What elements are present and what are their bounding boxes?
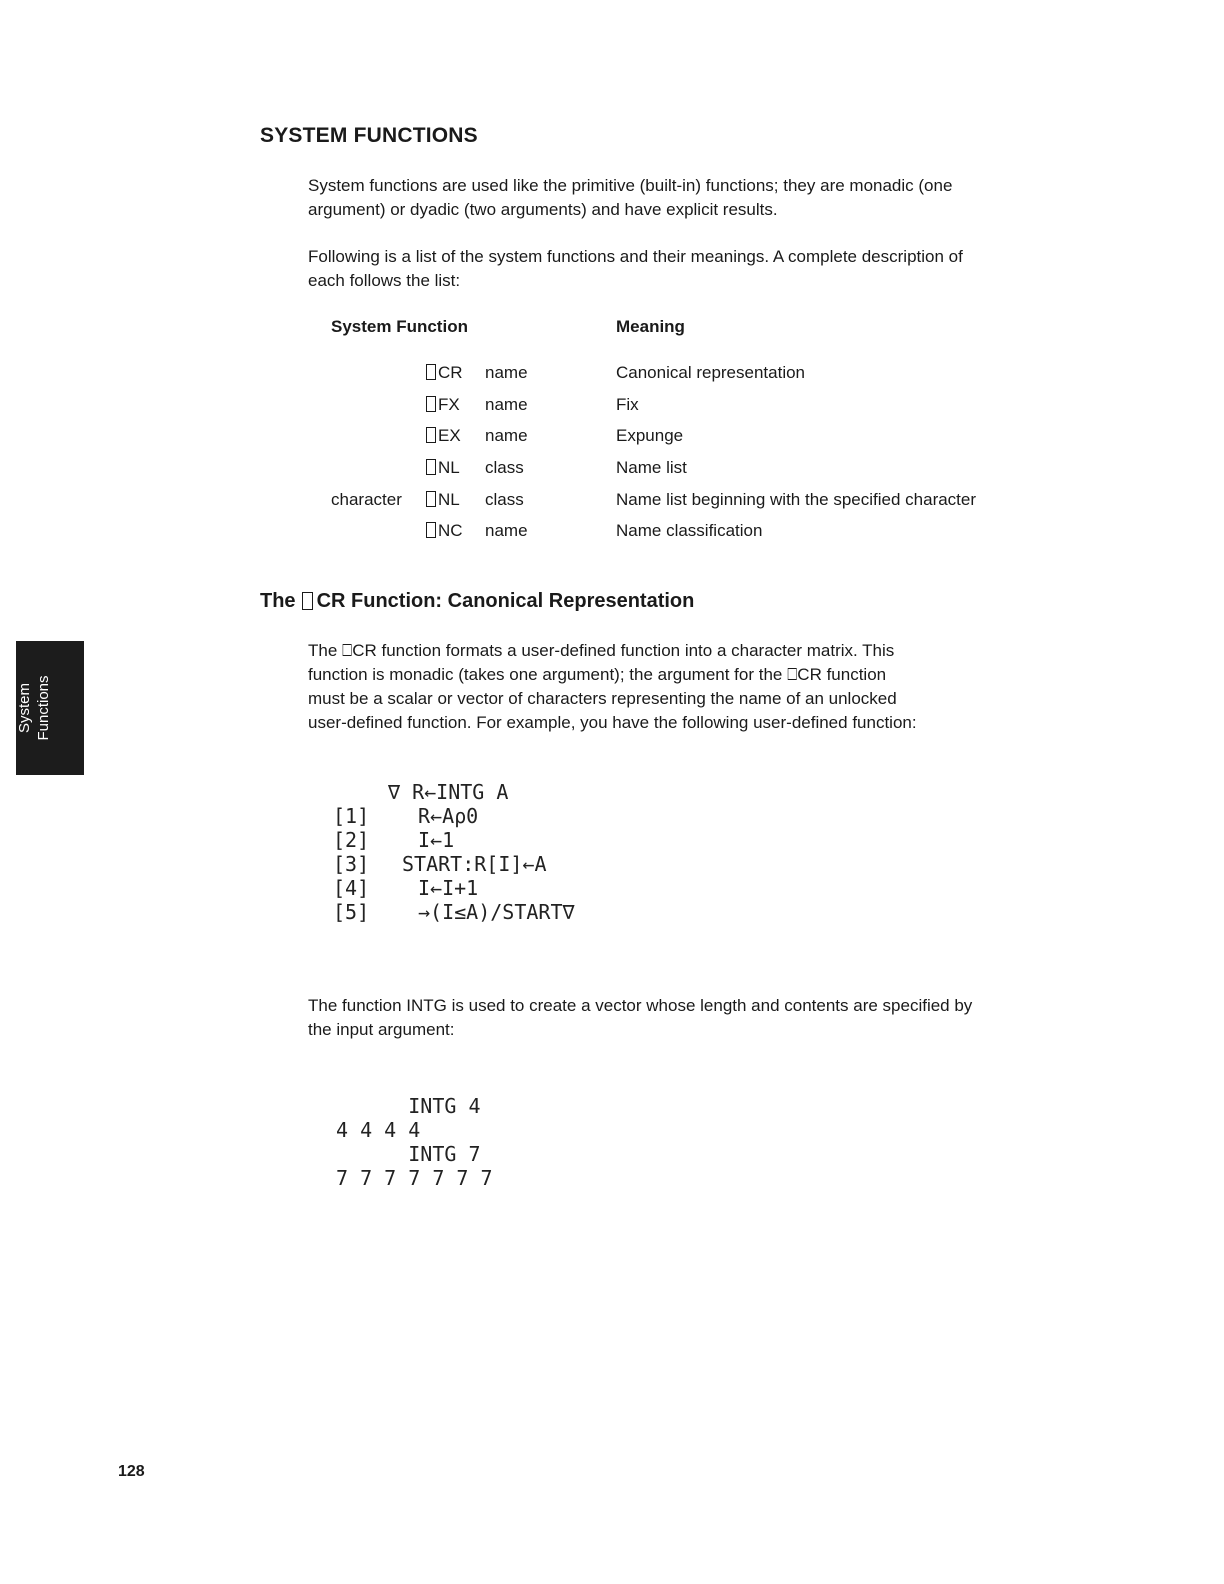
row-class: class: [485, 490, 524, 509]
page-number: 128: [118, 1463, 145, 1480]
section-tab-label: System Functions: [16, 675, 52, 741]
cr-paragraph-line: must be a scalar or vector of characters representing the name of an unlocked: [308, 689, 897, 708]
row-meaning: Name classification: [616, 521, 763, 540]
table-header-function: System Function: [331, 317, 468, 336]
row-class: name: [485, 521, 528, 540]
row-function: NL: [426, 458, 460, 478]
table-header-meaning: Meaning: [616, 317, 685, 336]
code-line-number: [3]: [333, 852, 370, 876]
code-line-number: [5]: [333, 900, 370, 924]
code-line: 4 4 4 4: [336, 1118, 421, 1142]
code-header: ∇ R←INTG A: [388, 780, 509, 804]
subsection-title: The CR Function: Canonical Representation: [260, 590, 695, 612]
row-function: EX: [426, 426, 461, 446]
cr-paragraph: [308, 639, 1028, 735]
table-row: [0, 458, 1224, 482]
row-class: name: [485, 363, 528, 382]
row-meaning: Name list: [616, 458, 687, 477]
section-title: SYSTEM FUNCTIONS: [260, 124, 478, 147]
intg-paragraph: The function INTG is used to create a vector whose length and contents are specified by the input argument:: [308, 996, 973, 1039]
row-argument: character: [331, 490, 402, 509]
code-statement: START:R[I]←A: [402, 852, 547, 876]
row-function: FX: [426, 395, 460, 415]
row-class: class: [485, 458, 524, 477]
code-line-number: [4]: [333, 876, 370, 900]
row-class: name: [485, 395, 528, 414]
quad-icon: [302, 592, 313, 610]
row-meaning: Fix: [616, 395, 639, 414]
row-meaning: Canonical representation: [616, 363, 806, 382]
table-row: [0, 363, 1224, 387]
quad-icon: [426, 522, 436, 538]
cr-paragraph-line: function is monadic (takes one argument); the argument for the ⎕CR function: [308, 665, 887, 684]
code-line: INTG 7: [336, 1142, 481, 1166]
quad-icon: [426, 396, 436, 412]
code-line: INTG 4: [336, 1094, 481, 1118]
code-line-number: [2]: [333, 828, 370, 852]
table-row: [0, 521, 1224, 545]
row-function: NL: [426, 490, 460, 510]
intro-paragraph: System functions are used like the primitive (built-in) functions; they are monadic (one argument) or dyadic (two arguments) and have explicit results.: [308, 176, 953, 219]
table-row: [0, 426, 1224, 450]
quad-icon: [426, 459, 436, 475]
table-row: [0, 395, 1224, 419]
row-meaning: Expunge: [616, 426, 684, 445]
quad-icon: [426, 364, 436, 380]
quad-icon: [426, 491, 436, 507]
row-function: CR: [426, 363, 463, 383]
code-statement: →(I≤A)/START∇: [418, 900, 575, 924]
list-paragraph: Following is a list of the system functions and their meanings. A complete description of each follows the list:: [308, 247, 963, 290]
cr-paragraph-line: user-defined function. For example, you have the following user-defined function:: [308, 713, 917, 732]
row-function: NC: [426, 521, 463, 541]
code-line: 7 7 7 7 7 7 7: [336, 1166, 493, 1190]
code-line-number: [1]: [333, 804, 370, 828]
code-statement: R←A⍴0: [418, 804, 479, 828]
quad-icon: [426, 427, 436, 443]
row-class: name: [485, 426, 528, 445]
row-meaning: Name list beginning with the specified character: [616, 490, 977, 509]
cr-paragraph-line: The ⎕CR function formats a user-defined function into a character matrix. This: [308, 641, 895, 660]
code-statement: I←1: [418, 828, 455, 852]
table-row: [0, 490, 1224, 514]
code-statement: I←I+1: [418, 876, 479, 900]
